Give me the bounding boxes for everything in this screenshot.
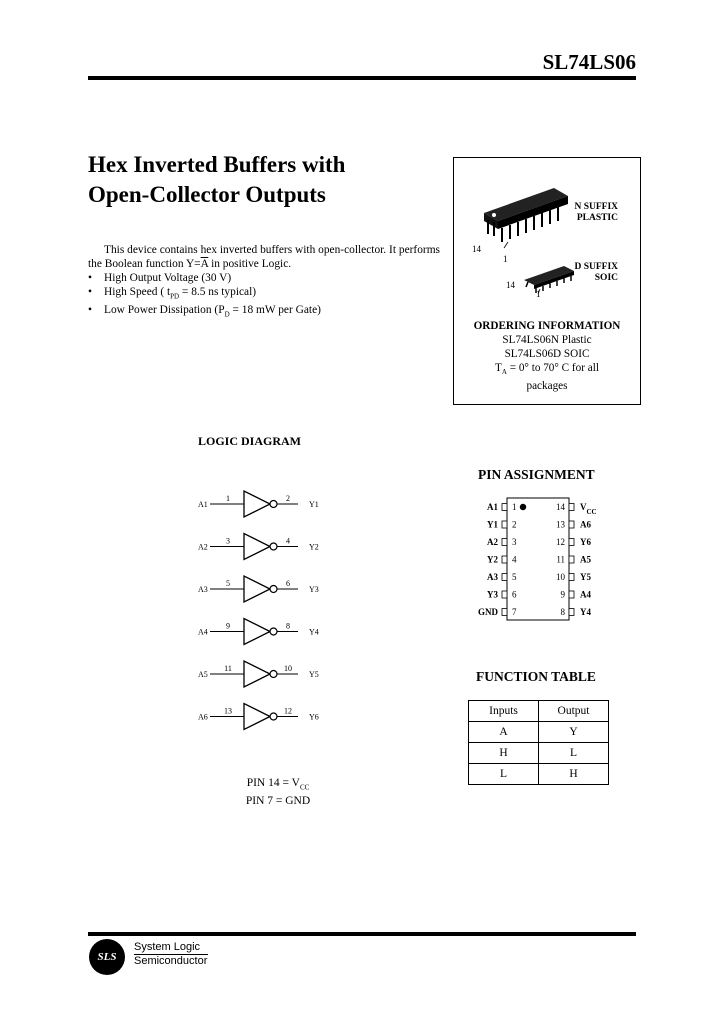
ordering-line: packages bbox=[526, 380, 568, 393]
pin-row-left bbox=[487, 555, 517, 565]
pin-name: $V_{CC}$ bbox=[580, 502, 597, 516]
gnd-pin-note: PIN 7 = GND bbox=[245, 795, 311, 808]
gate-input-label: A4 bbox=[198, 627, 208, 637]
inverter-gate bbox=[198, 534, 319, 560]
pin-number: 14 bbox=[556, 502, 565, 512]
description bbox=[88, 243, 440, 322]
soic-pin1-label: 1 bbox=[536, 289, 541, 299]
header-cell: Output bbox=[539, 701, 609, 722]
table-subheader-row bbox=[469, 722, 609, 743]
pin-assignment-title: PIN ASSIGNMENT bbox=[478, 467, 595, 482]
pin-name: Y2 bbox=[487, 554, 498, 565]
pin1-marker-icon bbox=[520, 504, 526, 510]
inversion-bubble-icon bbox=[270, 671, 277, 678]
pin-number: 5 bbox=[512, 572, 517, 582]
pin-lead bbox=[502, 504, 507, 511]
pin-number: 7 bbox=[512, 607, 517, 617]
function-table bbox=[468, 700, 609, 785]
subheader-cell: A bbox=[469, 722, 539, 743]
n-suffix-label: N SUFFIX PLASTIC bbox=[574, 202, 618, 223]
pin-number: 12 bbox=[556, 537, 565, 547]
pin-name: Y1 bbox=[487, 519, 498, 530]
table-cell: L bbox=[469, 764, 539, 785]
ordering-title: ORDERING INFORMATION bbox=[473, 320, 621, 332]
table-cell: H bbox=[469, 743, 539, 764]
pin-lead bbox=[569, 609, 574, 616]
table-cell: H bbox=[539, 764, 609, 785]
feature-list bbox=[88, 271, 440, 322]
gate-input-label: A1 bbox=[198, 500, 208, 509]
gate-input-pin: 9 bbox=[226, 621, 230, 631]
gate-input-label: A2 bbox=[198, 542, 208, 552]
gate-input-pin: 11 bbox=[224, 664, 232, 673]
ordering-line: $T_A = 0^\circ$ to 70° C for all bbox=[495, 362, 599, 377]
pin-row-left bbox=[487, 520, 517, 530]
gate-output-pin: 12 bbox=[284, 706, 292, 716]
feature-item: • High Output Voltage (30 V) bbox=[88, 271, 440, 285]
pin-number: 6 bbox=[512, 589, 517, 600]
pin-number: 13 bbox=[556, 519, 565, 530]
pin-number: 10 bbox=[556, 572, 565, 582]
gate-input-label: A5 bbox=[198, 670, 208, 679]
header-cell: Inputs bbox=[469, 701, 539, 722]
pin-lead bbox=[569, 539, 574, 546]
title-line-1: Hex Inverted Buffers with bbox=[88, 152, 346, 177]
gate-output-pin: 4 bbox=[286, 536, 290, 546]
gate-input-pin: 13 bbox=[224, 706, 232, 716]
title-line-2: Open-Collector Outputs bbox=[88, 182, 326, 207]
pin-lead bbox=[569, 504, 574, 511]
gate-output-label: Y2 bbox=[309, 542, 319, 552]
pin-number: 8 bbox=[560, 607, 565, 617]
header-rule bbox=[88, 76, 636, 80]
gate-output-label: Y6 bbox=[309, 712, 319, 722]
pin-lead bbox=[569, 556, 574, 563]
gate-input-label: A6 bbox=[198, 712, 208, 722]
pin-number: 2 bbox=[512, 519, 517, 530]
a-bar: $\overline{A}$ bbox=[200, 258, 209, 270]
pin-number: 11 bbox=[556, 554, 565, 565]
inversion-bubble-icon bbox=[270, 713, 277, 720]
logic-diagram-title: LOGIC DIAGRAM bbox=[198, 434, 302, 448]
pin-name: A1 bbox=[487, 502, 498, 512]
pin-lead bbox=[502, 591, 507, 598]
gate-output-label: Y4 bbox=[309, 627, 319, 637]
pin-name: A5 bbox=[580, 554, 591, 565]
pin-lead bbox=[569, 521, 574, 528]
part-number: SL74LS06 bbox=[542, 50, 636, 74]
gate-output-pin: 6 bbox=[286, 579, 290, 588]
package-box bbox=[453, 157, 641, 405]
buffer-triangle-icon bbox=[244, 576, 270, 602]
pin-row-right bbox=[556, 572, 591, 582]
pin-lead bbox=[569, 574, 574, 581]
description-text: This device contains hex inverted buffers with open-collector. It performs the Boolean function $Y=\overline{A}$ in positive Logic. bbox=[88, 244, 440, 270]
buffer-triangle-icon bbox=[244, 619, 270, 645]
buffer-triangle-icon bbox=[244, 661, 270, 687]
pin-name: A4 bbox=[580, 589, 591, 600]
pin-row-right bbox=[556, 520, 591, 530]
buffer-triangle-icon bbox=[244, 534, 270, 560]
pin-number: 4 bbox=[512, 554, 517, 565]
gate-output-label: Y3 bbox=[309, 585, 319, 594]
pin-lead bbox=[502, 539, 507, 546]
inversion-bubble-icon bbox=[270, 628, 277, 635]
ordering-information bbox=[454, 319, 640, 393]
pin-number: 9 bbox=[560, 589, 565, 600]
ordering-line: SL74LS06D SOIC bbox=[504, 348, 590, 360]
gate-output-pin: 8 bbox=[286, 621, 290, 631]
gate-output-pin: 10 bbox=[284, 664, 292, 673]
ordering-line: SL74LS06N Plastic bbox=[502, 334, 592, 346]
d-suffix-label: D SUFFIX SOIC bbox=[574, 262, 618, 283]
dip-pin1-label: 1 bbox=[503, 254, 508, 264]
pin-name: A6 bbox=[580, 519, 591, 530]
pin-assignment-diagram bbox=[470, 494, 620, 624]
dip-pin14-label: 14 bbox=[472, 244, 481, 254]
buffer-triangle-icon bbox=[244, 491, 270, 517]
pin-name: Y5 bbox=[580, 572, 591, 582]
inverter-gate bbox=[198, 619, 319, 645]
inversion-bubble-icon bbox=[270, 586, 277, 593]
logic-diagram bbox=[190, 484, 340, 734]
vcc-pin-note: PIN $14 = V_{CC}$ bbox=[246, 777, 310, 792]
gate-input-pin: 1 bbox=[226, 494, 230, 503]
power-pin-note bbox=[218, 776, 338, 808]
company-name: System Logic Semiconductor bbox=[134, 941, 208, 967]
gate-output-label: Y5 bbox=[309, 670, 319, 679]
pin-lead bbox=[502, 574, 507, 581]
package-drawing bbox=[454, 158, 640, 308]
pin-name: Y3 bbox=[487, 589, 498, 600]
pin-number: 1 bbox=[512, 502, 517, 512]
feature-item: • Low Power Dissipation ($P_D = 18$ mW per Gate) bbox=[88, 303, 440, 321]
pin-row-left bbox=[487, 502, 517, 512]
footer-rule bbox=[88, 932, 636, 936]
inverter-gate bbox=[198, 661, 319, 687]
table-row bbox=[469, 764, 609, 785]
pin-name: A2 bbox=[487, 537, 498, 547]
pin-lead bbox=[502, 556, 507, 563]
soic-pin14-label: 14 bbox=[506, 280, 515, 290]
inverter-gate bbox=[198, 491, 319, 517]
gate-input-label: A3 bbox=[198, 585, 208, 594]
buffer-triangle-icon bbox=[244, 704, 270, 730]
gate-input-pin: 3 bbox=[226, 536, 230, 546]
gate-output-pin: 2 bbox=[286, 494, 290, 503]
page-title bbox=[88, 150, 448, 210]
pin-row-right bbox=[556, 537, 591, 547]
subheader-cell: Y bbox=[539, 722, 609, 743]
pin-row-left bbox=[478, 607, 517, 617]
gate-output-label: Y1 bbox=[309, 500, 319, 509]
pin-name: Y4 bbox=[580, 607, 591, 617]
company-logo: SLS bbox=[89, 939, 125, 975]
inverter-gate bbox=[198, 576, 319, 602]
pin-lead bbox=[502, 609, 507, 616]
table-header-row bbox=[469, 701, 609, 722]
gate-input-pin: 5 bbox=[226, 579, 230, 588]
pin-lead bbox=[569, 591, 574, 598]
inversion-bubble-icon bbox=[270, 501, 277, 508]
pin-row-left bbox=[487, 590, 517, 600]
pin-lead bbox=[502, 521, 507, 528]
inversion-bubble-icon bbox=[270, 543, 277, 550]
table-cell: L bbox=[539, 743, 609, 764]
inverter-gate bbox=[198, 704, 319, 730]
pin-name: Y6 bbox=[580, 537, 591, 547]
function-table-title: FUNCTION TABLE bbox=[476, 669, 596, 684]
pin-name: A3 bbox=[487, 572, 498, 582]
table-row bbox=[469, 743, 609, 764]
pin-row-left bbox=[487, 537, 517, 547]
pin-row-left bbox=[487, 572, 517, 582]
pin-row-right bbox=[556, 555, 591, 565]
pin-number: 3 bbox=[512, 537, 517, 547]
feature-item: • High Speed ( $t_{PD} = 8.5$ ns typical) bbox=[88, 285, 440, 303]
pin-name: GND bbox=[478, 607, 498, 617]
